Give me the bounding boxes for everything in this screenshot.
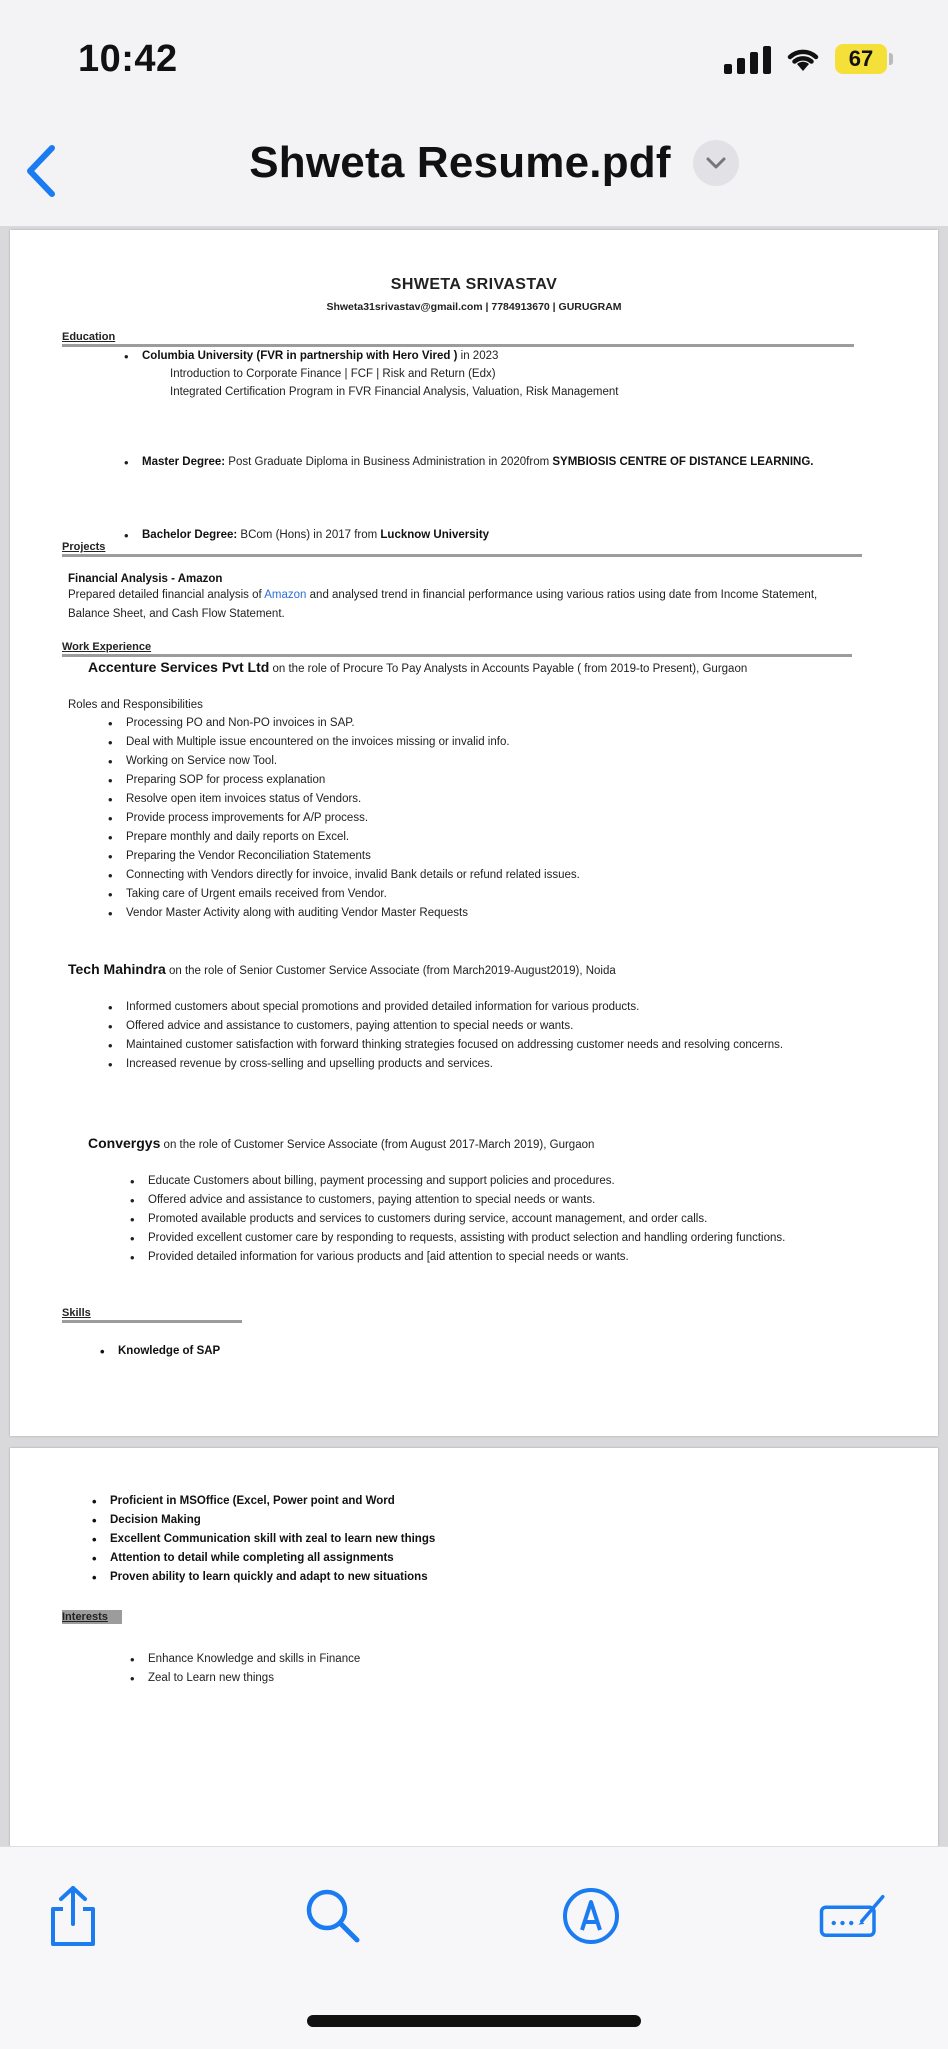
accenture-item: • Prepare monthly and daily reports on Excel. bbox=[104, 828, 864, 847]
convergys-item: • Offered advice and assistance to customers, paying attention to special needs or wants. bbox=[126, 1191, 826, 1210]
interests-list bbox=[126, 1650, 726, 1688]
convergys-header bbox=[88, 1134, 848, 1155]
battery-level: 67 bbox=[835, 44, 887, 74]
fill-and-sign-button[interactable] bbox=[818, 1881, 888, 1951]
master-text: Post Graduate Diploma in Business Administration in 2020from bbox=[225, 456, 553, 468]
search-icon bbox=[303, 1886, 363, 1946]
bachelor-label: Bachelor Degree: bbox=[142, 529, 238, 541]
projects-heading: Projects bbox=[62, 540, 862, 557]
markup-icon bbox=[561, 1886, 621, 1946]
project-desc-a: Prepared detailed financial analysis of bbox=[68, 589, 265, 601]
accenture-item: • Resolve open item invoices status of Vendors. bbox=[104, 790, 864, 809]
convergys-role: on the role of Customer Service Associate (from August 2017-March 2019), Gurgaon bbox=[160, 1139, 595, 1151]
project-description bbox=[68, 586, 858, 624]
accenture-item: • Connecting with Vendors directly for invoice, invalid Bank details or refund related issues. bbox=[104, 866, 864, 885]
interest-item: • Zeal to Learn new things bbox=[126, 1669, 726, 1688]
accenture-item: • Processing PO and Non-PO invoices in SAP. bbox=[104, 714, 864, 733]
resume-name: SHWETA SRIVASTAV bbox=[390, 276, 558, 293]
pdf-page-2 bbox=[10, 1448, 938, 1846]
project-desc-b: and analysed trend in financial performance using various ratios using date from Income Statement, Balance Sheet, and Cash Flow Statement. bbox=[68, 589, 818, 620]
convergys-item: • Promoted available products and services to customers during service, account management, and order calls. bbox=[126, 1210, 826, 1229]
accenture-role: on the role of Procure To Pay Analysts in Accounts Payable ( from 2019-to Present), Gurgaon bbox=[269, 663, 748, 675]
status-bar bbox=[0, 0, 948, 120]
page-1-content bbox=[10, 230, 938, 1357]
convergys-name: Convergys bbox=[88, 1135, 161, 1151]
pdf-viewer[interactable] bbox=[0, 226, 948, 1846]
master-label: Master Degree: bbox=[142, 456, 226, 468]
skill-item: • Knowledge of SAP bbox=[96, 1342, 696, 1361]
home-indicator bbox=[307, 2015, 641, 2027]
project-title: Financial Analysis - Amazon bbox=[68, 573, 223, 585]
tech-mahindra-role: on the role of Senior Customer Service Associate (from March2019-August2019), Noida bbox=[165, 965, 616, 977]
accenture-item: • Deal with Multiple issue encountered on the invoices missing or invalid info. bbox=[104, 733, 864, 752]
accenture-name: Accenture Services Pvt Ltd bbox=[88, 659, 270, 675]
accenture-item: • Preparing the Vendor Reconciliation Statements bbox=[104, 847, 864, 866]
skill-item: • Decision Making bbox=[88, 1511, 788, 1530]
tech-item: • Offered advice and assistance to customers, paying attention to special needs or wants. bbox=[104, 1017, 864, 1036]
work-heading: Work Experience bbox=[62, 640, 852, 657]
skill-item: • Excellent Communication skill with zeal to learn new things bbox=[88, 1530, 788, 1549]
tech-item: • Informed customers about special promotions and provided detailed information for various products. bbox=[104, 998, 864, 1017]
education-item-master bbox=[120, 453, 822, 472]
bachelor-school: Lucknow University bbox=[380, 529, 490, 541]
accenture-list bbox=[104, 714, 864, 923]
accenture-item: • Vendor Master Activity along with auditing Vendor Master Requests bbox=[104, 904, 864, 923]
bachelor-text: BCom (Hons) in 2017 from bbox=[237, 529, 381, 541]
skills-list-page-1 bbox=[96, 1342, 696, 1361]
convergys-item: • Provided excellent customer care by responding to requests, assisting with product selection and handling ordering functions. bbox=[126, 1229, 826, 1248]
tech-item: • Increased revenue by cross-selling and upselling products and services. bbox=[104, 1055, 864, 1074]
convergys-item: • Educate Customers about billing, payment processing and support policies and procedures. bbox=[126, 1172, 826, 1191]
bottom-toolbar bbox=[0, 1846, 948, 2049]
accenture-item: • Provide process improvements for A/P process. bbox=[104, 809, 864, 828]
interests-heading: Interests bbox=[62, 1610, 122, 1624]
markup-button[interactable] bbox=[556, 1881, 626, 1951]
accenture-header bbox=[88, 658, 848, 679]
pdf-page-1 bbox=[10, 230, 938, 1436]
accenture-item: • Working on Service now Tool. bbox=[104, 752, 864, 771]
roles-label: Roles and Responsibilities bbox=[68, 699, 203, 711]
convergys-item: • Provided detailed information for various products and [aid attention to special needs or wants. bbox=[126, 1248, 826, 1267]
battery-indicator bbox=[835, 44, 893, 74]
skill-item: • Attention to detail while completing all assignments bbox=[88, 1549, 788, 1568]
amazon-link[interactable]: Amazon bbox=[264, 589, 307, 601]
skill-item: • Proven ability to learn quickly and adapt to new situations bbox=[88, 1568, 788, 1587]
education-item-columbia bbox=[120, 347, 842, 366]
title-menu[interactable] bbox=[0, 138, 948, 188]
tech-mahindra-header bbox=[68, 960, 848, 981]
battery-tip bbox=[889, 53, 893, 65]
share-icon bbox=[45, 1884, 101, 1948]
interest-item: • Enhance Knowledge and skills in Finance bbox=[126, 1650, 726, 1669]
accenture-item: • Preparing SOP for process explanation bbox=[104, 771, 864, 790]
skills-heading: Skills bbox=[62, 1306, 242, 1323]
skill-item: • Proficient in MSOffice (Excel, Power point and Word bbox=[88, 1492, 788, 1511]
chevron-down-icon bbox=[705, 156, 727, 170]
convergys-list bbox=[126, 1172, 826, 1267]
cellular-signal-icon bbox=[724, 44, 771, 74]
columbia-sub-2: Integrated Certification Program in FVR Financial Analysis, Valuation, Risk Management bbox=[170, 386, 619, 398]
master-school: SYMBIOSIS CENTRE OF DISTANCE LEARNING. bbox=[552, 456, 814, 468]
status-time: 10:42 bbox=[78, 38, 178, 80]
columbia-name: Columbia University (FVR in partnership with Hero Vired ) bbox=[142, 350, 458, 362]
tech-mahindra-list bbox=[104, 998, 864, 1074]
education-heading: Education bbox=[62, 330, 854, 347]
wifi-icon bbox=[785, 45, 821, 73]
search-button[interactable] bbox=[298, 1881, 368, 1951]
accenture-item: • Taking care of Urgent emails received from Vendor. bbox=[104, 885, 864, 904]
document-title: Shweta Resume.pdf bbox=[249, 138, 671, 187]
status-icons bbox=[724, 44, 893, 74]
fill-sign-icon bbox=[818, 1888, 888, 1944]
skills-list-page-2 bbox=[88, 1492, 788, 1587]
tech-item: • Maintained customer satisfaction with forward thinking strategies focused on addressing customer needs and resolving concerns. bbox=[104, 1036, 864, 1055]
title-menu-button[interactable] bbox=[693, 140, 739, 186]
nav-bar bbox=[0, 120, 948, 225]
share-button[interactable] bbox=[38, 1881, 108, 1951]
columbia-sub-1: Introduction to Corporate Finance | FCF | Risk and Return (Edx) bbox=[170, 368, 496, 380]
tech-mahindra-name: Tech Mahindra bbox=[68, 961, 166, 977]
columbia-year: in 2023 bbox=[457, 350, 499, 362]
resume-contact: Shweta31srivastav@gmail.com | 7784913670 | GURUGRAM bbox=[326, 301, 622, 313]
